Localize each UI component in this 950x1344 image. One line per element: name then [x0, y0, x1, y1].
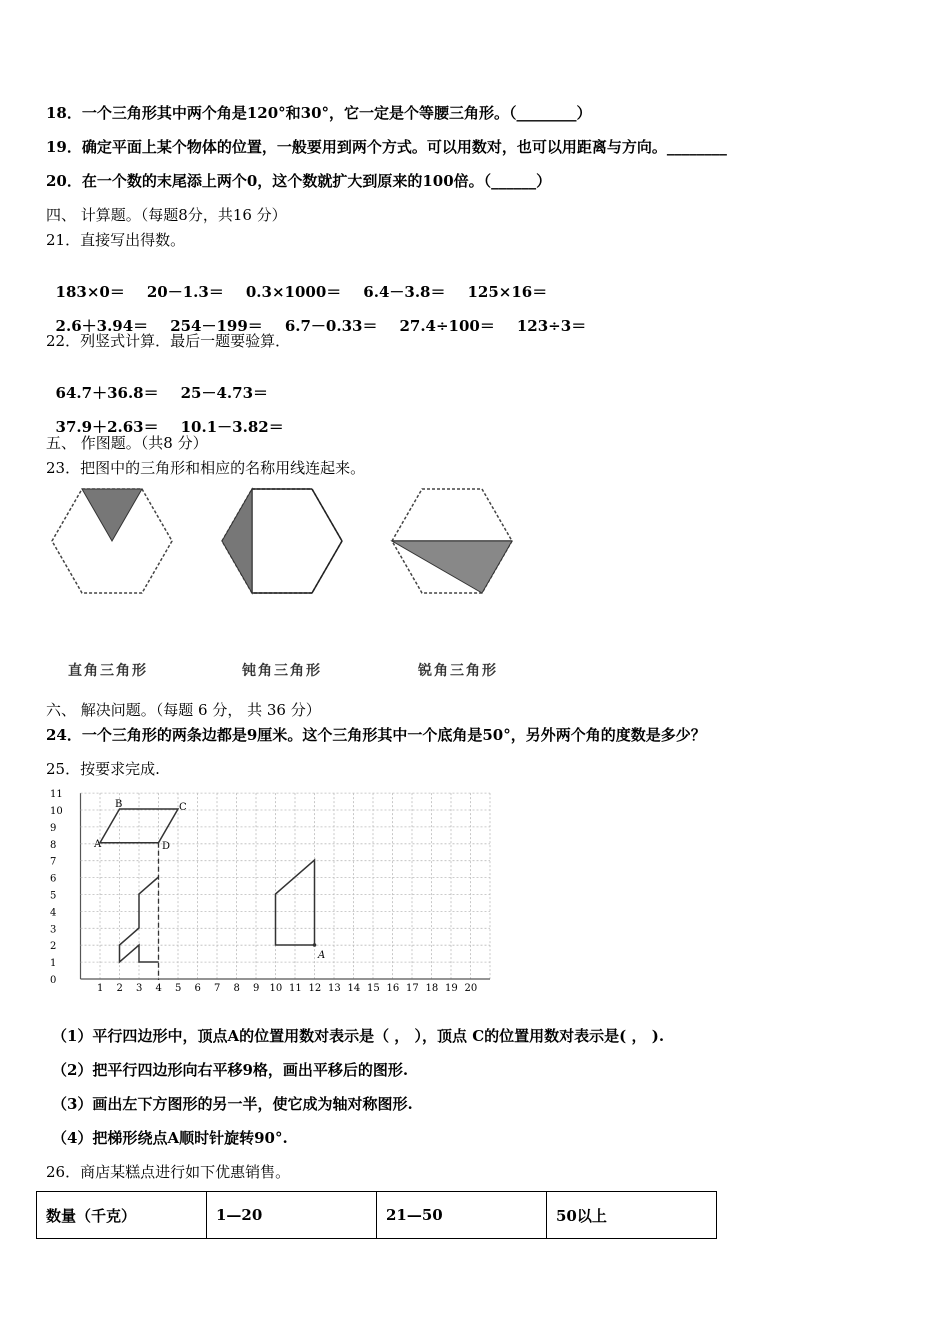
question-21: 21．直接写出得数。	[46, 231, 186, 249]
x-tick-label: 14	[347, 983, 361, 994]
question-22: 22．列竖式计算．最后一题要验算．	[46, 332, 291, 350]
calc-item: 6.7－0.33＝	[284, 317, 378, 335]
calc-item: 25－4.73＝	[180, 384, 269, 402]
y-tick-label: 2	[50, 941, 57, 953]
table-cell: 50以上	[547, 1192, 717, 1239]
table-cell: 1—20	[207, 1192, 377, 1239]
y-tick-label: 9	[50, 822, 57, 834]
label-obtuse-triangle: 钝角三角形	[242, 663, 322, 679]
question-25-1: （1）平行四边形中，顶点A的位置用数对表示是（ ， ），顶点 C的位置用数对表示是( ， ).	[52, 1027, 665, 1045]
calc-item: 27.4÷100＝	[399, 317, 495, 335]
question-23: 23．把图中的三角形和相应的名称用线连起来。	[46, 459, 366, 477]
shaded-right-triangle-2	[222, 489, 252, 593]
y-tick-label: 0	[50, 975, 57, 986]
y-tick-label: 8	[50, 839, 57, 851]
question-25-4: （4）把梯形绕点A顺时针旋转90°.	[52, 1129, 288, 1147]
x-tick-label: 7	[214, 983, 221, 994]
x-tick-label: 12	[308, 983, 322, 994]
question-24: 24．一个三角形的两条边都是9厘米。这个三角形其中一个底角是50°，另外两个角的度数是多少？	[46, 726, 706, 744]
x-tick-label: 1	[97, 983, 104, 994]
point-label-trapezoid-a: A	[318, 950, 326, 961]
question-25-3: （3）画出左下方图形的另一半，使它成为轴对称图形.	[52, 1095, 413, 1113]
shaded-obtuse-triangle-3	[392, 541, 512, 593]
x-tick-label: 9	[253, 983, 260, 994]
x-tick-label: 2	[116, 983, 123, 994]
table-cell: 21—50	[377, 1192, 547, 1239]
x-tick-label: 5	[175, 983, 182, 994]
calc-item: 125×16＝	[467, 283, 548, 301]
calc-row-2	[46, 299, 608, 335]
question-20: 20．在一个数的末尾添上两个0，这个数就扩大到原来的100倍。（______）	[46, 172, 552, 190]
y-tick-label: 4	[50, 907, 57, 919]
x-tick-label: 3	[136, 983, 143, 994]
y-tick-label: 10	[50, 806, 63, 817]
x-tick-label: 11	[289, 983, 302, 994]
calc-item: 183×0＝	[55, 283, 125, 301]
table-row	[37, 1192, 717, 1239]
question-25: 25．按要求完成.	[46, 760, 160, 778]
question-26: 26．商店某糕点进行如下优惠销售。	[46, 1163, 291, 1181]
calc-item: 0.3×1000＝	[245, 283, 342, 301]
y-tick-label: 7	[50, 856, 57, 868]
point-label-b: B	[115, 799, 123, 810]
shaded-acute-triangle-1	[82, 489, 142, 541]
section-6-heading: 六、 解决问题。（每题 6 分， 共 36 分）	[46, 701, 321, 719]
question-25-2: （2）把平行四边形向右平移9格，画出平移后的图形.	[52, 1061, 409, 1079]
vertical-calc-row-2	[46, 400, 306, 436]
table-cell: 数量（千克）	[37, 1192, 207, 1239]
vertical-calc-row-1	[46, 366, 290, 402]
point-label-a: A	[94, 839, 102, 850]
calc-item: 254－199＝	[170, 317, 263, 335]
point-a-marker	[313, 943, 317, 947]
calc-item: 123÷3＝	[516, 317, 587, 335]
calc-item: 2.6＋3.94＝	[55, 317, 149, 335]
y-tick-label: 6	[50, 873, 57, 885]
x-tick-label: 6	[194, 983, 201, 994]
x-tick-label: 17	[406, 983, 419, 994]
calc-item: 64.7＋36.8＝	[55, 384, 159, 402]
calc-item: 10.1－3.82＝	[180, 418, 284, 436]
calc-item: 37.9＋2.63＝	[55, 418, 159, 436]
point-label-c: C	[179, 802, 187, 813]
x-tick-label: 13	[328, 983, 341, 994]
x-tick-label: 20	[464, 983, 478, 994]
x-tick-label: 8	[233, 983, 240, 994]
hexagon-figures	[40, 480, 540, 605]
calc-row-1	[46, 265, 569, 301]
calc-item: 6.4－3.8＝	[363, 283, 446, 301]
x-tick-label: 18	[425, 983, 439, 994]
section-4-heading: 四、 计算题。（每题8分，共16 分）	[46, 206, 287, 224]
y-tick-label: 5	[50, 890, 57, 902]
x-tick-label: 4	[155, 983, 162, 994]
question-18: 18．一个三角形其中两个角是120°和30°，它一定是个等腰三角形。（________）	[46, 104, 592, 122]
question-19: 19．确定平面上某个物体的位置，一般要用到两个方式。可以用数对，也可以用距离与方向。________	[46, 138, 727, 156]
x-tick-label: 15	[367, 983, 380, 994]
point-label-d: D	[162, 841, 171, 852]
y-tick-label: 3	[50, 924, 57, 936]
coordinate-grid	[44, 785, 478, 997]
label-right-triangle: 直角三角形	[68, 663, 148, 679]
section-5-heading: 五、 作图题。（共8 分）	[46, 434, 208, 452]
x-tick-label: 10	[269, 983, 283, 994]
y-tick-label: 11	[50, 789, 63, 801]
x-tick-label: 19	[445, 983, 458, 994]
calc-item: 20－1.3＝	[146, 283, 224, 301]
discount-table	[36, 1191, 717, 1239]
label-acute-triangle: 锐角三角形	[418, 663, 498, 679]
x-tick-label: 16	[386, 983, 400, 994]
y-tick-label: 1	[50, 958, 57, 970]
